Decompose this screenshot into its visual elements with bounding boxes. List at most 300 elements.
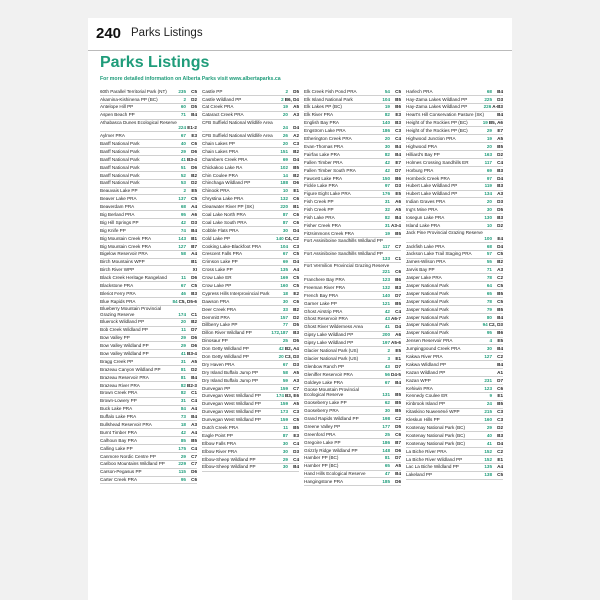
park-listing-row [202, 377, 299, 385]
map-page-number: 226 [483, 104, 492, 110]
map-grid-reference: A6 [191, 211, 197, 217]
park-listing-row [202, 314, 299, 322]
map-page-number: 24 [486, 401, 492, 407]
map-grid-reference: C6 [191, 477, 197, 483]
park-listing-row [100, 274, 197, 282]
park-listing-row [100, 390, 197, 398]
map-page-number: 163 [484, 151, 492, 157]
park-name: Cariboo Mountains Wildland PP [100, 461, 165, 467]
park-name: Evan-Thomas PRA [304, 143, 344, 149]
map-page-number: 221 [382, 269, 390, 275]
park-listing-row [202, 290, 299, 298]
map-grid-reference: D3 [293, 361, 299, 367]
map-page-number: 10 [486, 222, 492, 228]
park-listing-row [202, 464, 299, 472]
map-page-number: 19 [282, 104, 288, 110]
park-name: Hangingstone PRA [304, 479, 344, 485]
map-grid-reference: A5 [293, 369, 299, 375]
map-page-number: 19 [482, 120, 488, 126]
map-page-number: 148 [382, 447, 390, 453]
map-page-number: 20 [384, 136, 390, 142]
map-page-number: 215 [484, 409, 492, 415]
map-grid-reference: A4 [497, 464, 503, 470]
park-name: Dillon River Wildland PP [202, 330, 252, 336]
page-title: Parks Listings [100, 54, 210, 71]
map-page-number: 78 [486, 298, 492, 304]
park-listing-row [406, 353, 503, 361]
park-name: Engstrom Lake PRA [304, 128, 346, 134]
map-grid-reference: A5 [395, 463, 401, 469]
park-name: Ghost Reservoir PRA [304, 316, 348, 322]
park-name: Greenford PRA [304, 431, 336, 437]
park-name-continued: Grazing Reserve [100, 311, 135, 317]
park-listing-row [202, 227, 299, 235]
park-listing-row [304, 88, 401, 96]
map-grid-reference: C4 [191, 398, 197, 404]
park-listing-row [406, 222, 503, 230]
park-listing-row [202, 112, 299, 120]
map-page-number: 47 [384, 471, 390, 477]
park-listing-row [406, 96, 503, 104]
park-listing-row [100, 96, 197, 104]
map-grid-reference: C4 [191, 445, 197, 451]
park-listing-row [100, 219, 197, 227]
map-grid-reference: A3 [293, 377, 299, 383]
park-name: La Biche River Wildland PP [406, 456, 463, 462]
map-page-number: 104 [280, 243, 288, 249]
park-name: Aspen Beach PP [100, 112, 135, 118]
map-grid-reference: A3 [293, 112, 299, 118]
park-listing-row [202, 266, 299, 274]
map-page-number: 11 [181, 275, 186, 281]
map-grid-reference: C4, C2 [284, 235, 299, 241]
park-name: Calhoun Bay PRA [100, 437, 138, 443]
park-listing-row [202, 306, 299, 314]
park-listing-row [100, 335, 197, 343]
park-listing-row [100, 164, 197, 172]
map-grid-reference: D2 [497, 425, 503, 430]
map-page-number: 41 [486, 440, 492, 446]
map-page-number: 33 [282, 306, 288, 312]
map-grid-reference: C3 [293, 243, 299, 249]
park-name: Highwood PRA [406, 143, 438, 149]
park-name: Brazeau River PRA [100, 382, 140, 388]
map-page-number: 119 [484, 183, 492, 189]
park-name: Kootenay National Park (BC) [406, 440, 465, 446]
map-grid-reference: C6 [293, 211, 299, 217]
map-page-number: 85 [180, 437, 186, 443]
park-listing-row [406, 120, 503, 128]
park-name: Elk Island National Park [304, 96, 353, 102]
map-grid-reference: B4 [191, 374, 197, 380]
park-name: Hand Hills Ecological Reserve [304, 471, 366, 477]
park-listing-row [406, 206, 503, 214]
park-name: Chrystina Lake PRA [202, 196, 244, 202]
park-name: Carter Creek PRA [100, 477, 138, 483]
park-listing-row [406, 464, 503, 472]
map-page-number: 94 [482, 322, 488, 328]
park-listing-row [100, 319, 197, 327]
map-page-number: 224 [178, 125, 186, 131]
map-page-number: 71 [180, 112, 186, 118]
map-grid-reference: C4 [395, 308, 401, 314]
park-listing-row [304, 230, 401, 238]
map-page-number: 65 [384, 463, 390, 469]
map-grid-reference: B6, D4 [284, 96, 299, 102]
map-page-number: 29 [180, 343, 186, 349]
park-listing-row [406, 151, 503, 159]
park-listing-row [406, 274, 503, 282]
park-listing-row [100, 429, 197, 437]
listing-column-2 [202, 88, 299, 594]
map-page-number: 135 [484, 464, 492, 470]
map-grid-reference: B5 [191, 437, 197, 443]
map-page-number: 69 [282, 156, 288, 162]
map-grid-reference: D5 [497, 207, 503, 213]
map-grid-reference: C2 [395, 416, 401, 421]
park-listing-row [304, 214, 401, 222]
park-name: Jasper National Park [406, 290, 449, 296]
map-page-number: 73 [180, 414, 186, 420]
park-name: Buffalo Lake PRA [100, 414, 137, 420]
map-page-number: 87 [282, 211, 288, 217]
park-name: Don Getty Wildland PP [202, 346, 249, 352]
park-name: Big Hill Springs PP [100, 219, 139, 225]
map-grid-reference: E1 [293, 188, 299, 194]
map-grid-reference: C7 [395, 243, 401, 249]
park-name: Glenbow Ranch PP [304, 363, 345, 369]
map-page-number: 58 [180, 251, 186, 257]
map-grid-reference: B3, E6 [284, 393, 299, 399]
map-grid-reference: D6 [191, 164, 197, 170]
map-grid-reference: C4 [293, 456, 299, 462]
park-name: Chain Lakes PP [202, 140, 235, 146]
map-grid-reference: D6 [191, 469, 197, 475]
map-grid-reference: E1 [497, 456, 503, 462]
map-page-number: 20 [282, 140, 288, 146]
park-listing-row [202, 104, 299, 112]
park-name: Iosegun Lake PRA [406, 214, 445, 220]
park-listing-row [202, 456, 299, 464]
park-listing-row [304, 471, 401, 479]
map-grid-reference: B4 [395, 151, 401, 157]
map-page-number: 65 [486, 290, 492, 296]
map-grid-reference: D6 [395, 447, 401, 453]
map-grid-reference: B2 [293, 172, 299, 178]
park-listing-row [304, 263, 401, 276]
map-page-number: 82 [180, 382, 186, 388]
park-listing-row [406, 243, 503, 251]
park-name: Kakwa Wildland PP [406, 361, 447, 367]
park-listing-row [202, 345, 299, 353]
map-grid-reference: E3 [191, 133, 197, 139]
map-grid-reference: C6 [293, 219, 299, 225]
park-listing-row [202, 180, 299, 188]
map-grid-reference: E1-2 [187, 125, 197, 131]
map-page-number: 159 [280, 417, 288, 423]
map-page-number: 56 [384, 371, 390, 377]
park-name: Chambers Creek PRA [202, 156, 248, 162]
map-page-number: 25 [384, 431, 390, 437]
park-listing-row [406, 104, 503, 112]
park-name: Kazan WPP [406, 377, 431, 383]
map-grid-reference: B2-3 [187, 382, 197, 388]
map-page-number: 59 [282, 377, 288, 383]
map-grid-reference: D3 [395, 183, 401, 189]
map-grid-reference: A4 [191, 251, 197, 257]
map-page-number: 81 [180, 366, 186, 372]
map-page-number: 29 [282, 456, 288, 462]
map-grid-reference: A6 [395, 199, 401, 205]
map-grid-reference: C5 [497, 298, 503, 304]
map-grid-reference: C3, D3 [284, 353, 299, 359]
map-grid-reference: A4 [191, 429, 197, 435]
park-listing-row [406, 401, 503, 409]
map-page-number: 69 [486, 167, 492, 173]
park-listing-row [202, 164, 299, 172]
map-page-number: 20 [180, 319, 186, 325]
park-name: Garner Lake PP [304, 300, 337, 306]
park-name: Kennedy Coulee ER [406, 393, 448, 399]
park-listing-row [406, 432, 503, 440]
map-grid-reference: D7 [395, 292, 401, 298]
park-listing-row [406, 393, 503, 401]
map-page-number: 81 [384, 455, 390, 461]
map-grid-reference: C5, D5-6 [178, 298, 197, 304]
map-grid-reference: B2 [293, 148, 299, 154]
park-listing-row [202, 385, 299, 393]
park-listing-row [202, 401, 299, 409]
park-listing-row [202, 148, 299, 156]
park-name: Bow Valley Wildland PP [100, 350, 149, 356]
map-grid-reference: A-B3 [492, 104, 503, 110]
map-grid-reference: B4 [395, 471, 401, 477]
map-page-number: 30 [282, 227, 288, 233]
map-grid-reference: C6 [293, 196, 299, 202]
park-name: Antelope Hill PP [100, 104, 134, 110]
park-listing-row [304, 222, 401, 230]
park-name: Goose Mountain Provincial [304, 386, 359, 392]
park-listing-row [100, 358, 197, 366]
map-page-number: 74 [180, 227, 186, 233]
park-listing-row [100, 172, 197, 180]
map-page-number: 10 [282, 188, 288, 194]
park-name: Kehiwin PRA [406, 385, 433, 391]
map-page-number: 30 [282, 448, 288, 454]
map-page-number: 197 [382, 340, 390, 346]
park-listing-row [304, 159, 401, 167]
park-listing-row [100, 148, 197, 156]
map-page-number: 82 [180, 390, 186, 396]
park-name: Cold Lake PP [202, 235, 231, 241]
park-listing-row [406, 282, 503, 290]
park-name: Deer Creek PRA [202, 306, 237, 312]
map-grid-reference: B4 [395, 379, 401, 385]
map-page-number: 30 [282, 298, 288, 304]
map-page-number: 31 [180, 398, 186, 404]
park-listing-row [100, 382, 197, 390]
map-page-number: 78 [486, 275, 492, 281]
park-listing-row [304, 292, 401, 300]
park-listing-row [100, 120, 197, 133]
park-name: Jackson Lake Trail Staging PRA [406, 251, 472, 257]
park-listing-row [406, 448, 503, 456]
park-listing-row [406, 456, 503, 464]
park-listing-row [304, 183, 401, 191]
park-name: Hornbeck Creek PRA [406, 175, 450, 181]
map-grid-reference: E5 [191, 188, 197, 194]
park-listing-row [202, 235, 299, 243]
map-grid-reference: D5 [395, 423, 401, 429]
park-listing-row [100, 453, 197, 461]
map-grid-reference: C4 [293, 440, 299, 446]
park-listing-row [406, 230, 503, 243]
map-page-number: 30 [282, 440, 288, 446]
map-grid-reference: B5 [395, 230, 401, 236]
map-grid-reference: C5 [293, 417, 299, 423]
park-listing-row [100, 445, 197, 453]
map-grid-reference: B3 [395, 120, 401, 126]
park-name: Kleskun Hills PP [406, 417, 440, 423]
map-grid-reference: A6-7 [391, 316, 401, 322]
map-grid-reference: B5 [497, 290, 503, 296]
park-name: CFB Suffield National Wildlife Area [202, 119, 273, 125]
park-name: Brown Creek PRA [100, 390, 138, 396]
map-page-number: 104 [382, 96, 390, 102]
map-grid-reference: D3 [293, 448, 299, 454]
map-page-number: 67 [180, 133, 186, 139]
park-name: Fallen Timber South PRA [304, 167, 356, 173]
park-name: Castle Wildland PP [202, 96, 242, 102]
map-page-number: 140 [276, 235, 284, 241]
map-grid-reference: B2 [497, 259, 503, 265]
park-listing-row [304, 112, 401, 120]
park-listing-row [202, 88, 299, 96]
park-name: Akamina-Kishinena PP (BC) [100, 96, 158, 102]
park-name: Fairfax Lake PRA [304, 151, 340, 157]
park-name: Chinchaga Wildland PP [202, 180, 251, 186]
map-grid-reference: E1 [497, 393, 503, 399]
map-grid-reference: A1 [497, 369, 503, 375]
park-name: Carson-Pegasus PP [100, 469, 142, 475]
map-page-number: 82 [384, 214, 390, 220]
park-listing-row [100, 88, 197, 96]
park-name: Dunvegan PP [202, 385, 231, 391]
map-page-number: 62 [384, 400, 390, 406]
park-name: Dry Island Buffalo Jump PP [202, 369, 259, 375]
map-grid-reference: B5 [497, 143, 503, 149]
map-page-number: 43 [384, 316, 390, 322]
map-grid-reference: D2 [293, 314, 299, 320]
park-name: Fish Creek PP [304, 207, 334, 213]
map-grid-reference: B5 [497, 306, 503, 312]
map-page-number: 68 [180, 204, 186, 210]
map-grid-reference: B6 [497, 330, 503, 336]
park-listing-row [304, 276, 401, 284]
map-page-number: 127 [484, 353, 492, 359]
park-name: Glacier National Park (US) [304, 347, 359, 353]
park-name: Cypress Hills Interprovincial Park [202, 290, 270, 296]
book-page [88, 18, 512, 600]
map-page-number: 19 [486, 136, 492, 142]
park-listing-row [100, 437, 197, 445]
park-listing-row [406, 369, 503, 377]
park-name: Indian Graves PRA [406, 199, 446, 205]
map-grid-reference: E7 [395, 159, 401, 165]
park-listing-row [100, 398, 197, 406]
park-name: Birch River WPP [100, 267, 135, 273]
park-name: Dunvegan West Wildland PP [202, 409, 261, 415]
page-number: 240 [96, 25, 122, 42]
park-listing-row [100, 477, 197, 485]
map-page-number: 132 [382, 284, 390, 290]
map-grid-reference: C2 [497, 353, 503, 359]
map-grid-reference: B1 [191, 259, 197, 265]
park-listing-row [100, 461, 197, 469]
map-grid-reference: B5 [293, 164, 299, 170]
map-grid-reference: B4 [497, 314, 503, 320]
map-grid-reference: B6 [395, 175, 401, 181]
park-listing-row [202, 409, 299, 417]
park-name: 60th Parallel Territorial Park (NT) [100, 88, 167, 94]
map-grid-reference: B5 [497, 401, 503, 407]
park-listing-row [202, 298, 299, 306]
map-grid-reference: D3 [497, 199, 503, 205]
map-page-number: 117 [382, 243, 390, 249]
map-page-number: 140 [382, 292, 390, 298]
map-page-number: 174 [276, 393, 284, 399]
park-name: Blue Rapids PRA [100, 298, 136, 304]
map-page-number: 79 [486, 306, 492, 312]
park-listing-row [304, 151, 401, 159]
park-listing-row [406, 322, 503, 330]
park-name: Jumpingpound Creek PRA [406, 346, 461, 352]
map-page-number: 60 [180, 104, 186, 110]
map-grid-reference: D6 [191, 275, 197, 281]
map-grid-reference: B4 [497, 361, 503, 367]
map-grid-reference: D4 [395, 324, 401, 330]
park-listing-row [406, 127, 503, 135]
page-header [88, 18, 512, 51]
park-name: Gooseberry Lake PP [304, 400, 347, 406]
map-grid-reference: C4 [497, 159, 503, 165]
park-name: Birch Mountains WPP [100, 259, 145, 265]
park-name: Ghost Airstrip PRA [304, 308, 343, 314]
map-page-number: 135 [280, 267, 288, 273]
park-listing-row [100, 180, 197, 188]
map-page-number: 150 [382, 175, 390, 181]
map-page-number: 41 [180, 350, 186, 356]
park-listing-row [100, 243, 197, 251]
park-name: Bullshead Reservoir PRA [100, 422, 152, 427]
map-page-number: 95 [180, 211, 186, 217]
map-grid-reference: D2 [497, 151, 503, 157]
map-grid-reference: D2 [191, 96, 197, 102]
park-name: Kootenay National Park (BC) [406, 425, 465, 430]
map-grid-reference: C2, D3 [488, 322, 503, 328]
park-name: Kazan Wildland PP [406, 369, 446, 375]
park-listing-row [406, 159, 503, 167]
map-grid-reference: D6 [191, 148, 197, 154]
map-page-number: 43 [384, 363, 390, 369]
map-page-number: 41 [180, 156, 186, 162]
park-name: Franchere Bay PRA [304, 276, 345, 282]
park-name: Eagle Point PP [202, 432, 233, 438]
map-page-number: 77 [282, 322, 288, 328]
park-listing-row [304, 339, 401, 347]
map-grid-reference: B3 [497, 183, 503, 189]
park-listing-row [100, 290, 197, 298]
